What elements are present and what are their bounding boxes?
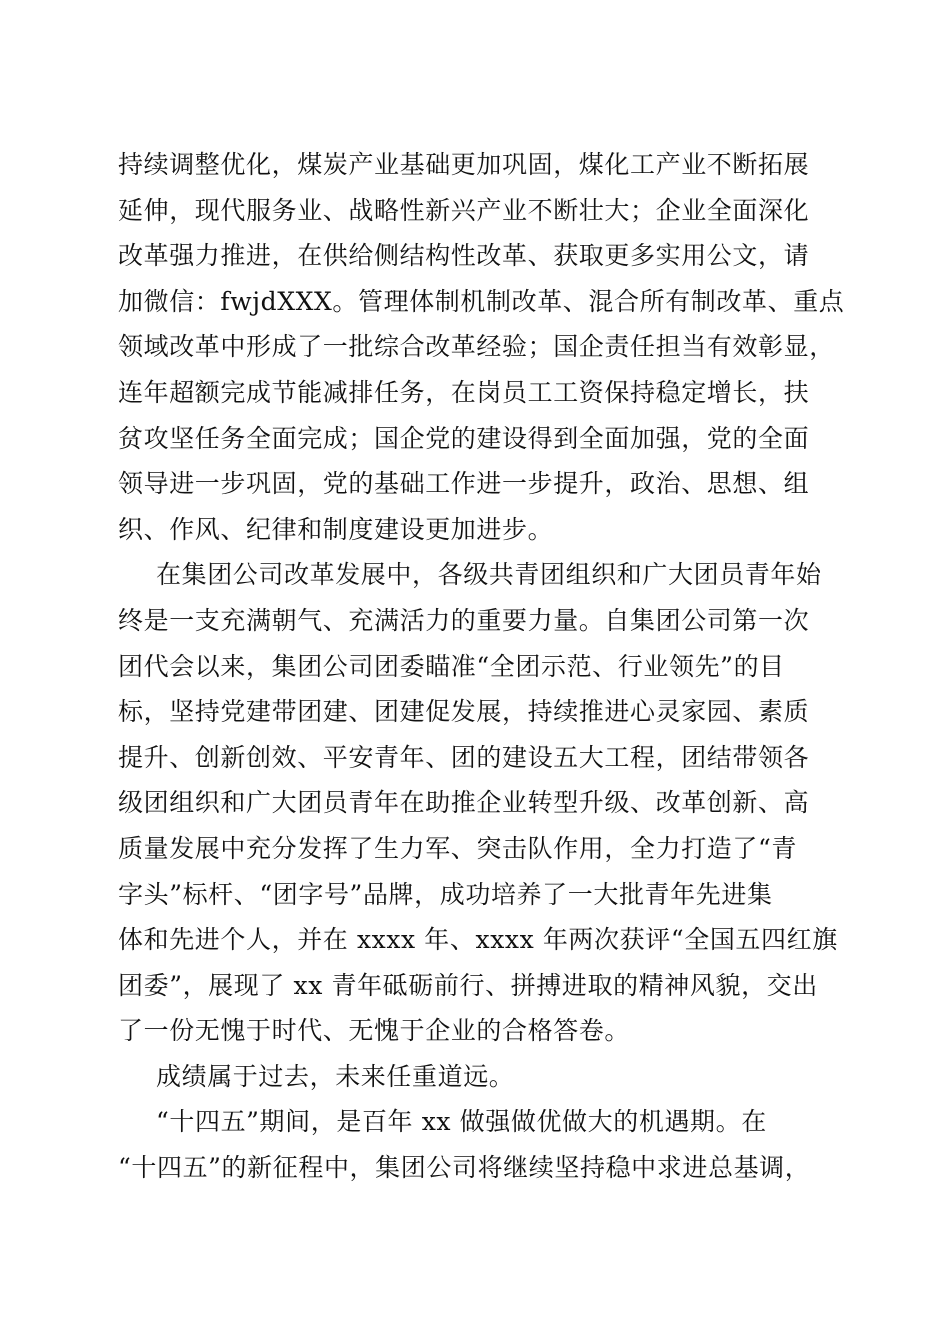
text-line: 延伸，现代服务业、战略性新兴产业不断壮大；企业全面深化 [118,195,810,225]
text-line: “十四五”的新征程中，集团公司将继续坚持稳中求进总基调， [118,1153,811,1183]
paragraph-start-line: 成绩属于过去，未来任重道远。 [156,1061,515,1091]
text-line: 团委”，展现了 xx 青年砥砺前行、拼搏进取的精神风貌，交出 [118,970,818,1000]
text-line: 领导进一步巩固，党的基础工作进一步提升，政治、思想、组 [118,469,810,499]
text-line: 改革强力推进，在供给侧结构性改革、获取更多实用公文，请 [118,241,810,271]
body-text [118,142,845,1191]
text-line: 标，坚持党建带团建、团建促发展，持续推进心灵家园、素质 [118,697,810,727]
paragraph-start-line: “十四五”期间，是百年 xx 做强做优做大的机遇期。在 [156,1107,767,1137]
text-line: 提升、创新创效、平安青年、团的建设五大工程，团结带领各 [118,742,810,772]
text-line: 连年超额完成节能减排任务，在岗员工工资保持稳定增长，扶 [118,377,810,407]
text-line: 加微信：fwjdXXX。管理体制机制改革、混合所有制改革、重点 [118,286,845,316]
text-line: 级团组织和广大团员青年在助推企业转型升级、改革创新、高 [118,788,810,818]
text-line: 字头”标杆、“团字号”品牌，成功培养了一大批青年先进集 [118,879,773,909]
text-line: 终是一支充满朝气、充满活力的重要力量。自集团公司第一次 [118,605,810,635]
text-line: 质量发展中充分发挥了生力军、突击队作用，全力打造了“青 [118,833,797,863]
text-line: 贫攻坚任务全面完成；国企党的建设得到全面加强，党的全面 [118,423,810,453]
text-line: 团代会以来，集团公司团委瞄准“全团示范、行业领先”的目 [118,651,785,681]
text-line: 织、作风、纪律和制度建设更加进步。 [118,514,554,544]
paragraph-start-line: 在集团公司改革发展中，各级共青团组织和广大团员青年始 [156,560,822,590]
text-line: 领域改革中形成了一批综合改革经验；国企责任担当有效彰显， [118,332,835,362]
text-line: 持续调整优化，煤炭产业基础更加巩固，煤化工产业不断拓展 [118,150,810,179]
text-line: 了一份无愧于时代、无愧于企业的合格答卷。 [118,1016,631,1046]
text-line: 体和先进个人，并在 xxxx 年、xxxx 年两次获评“全国五四红旗 [118,925,838,955]
